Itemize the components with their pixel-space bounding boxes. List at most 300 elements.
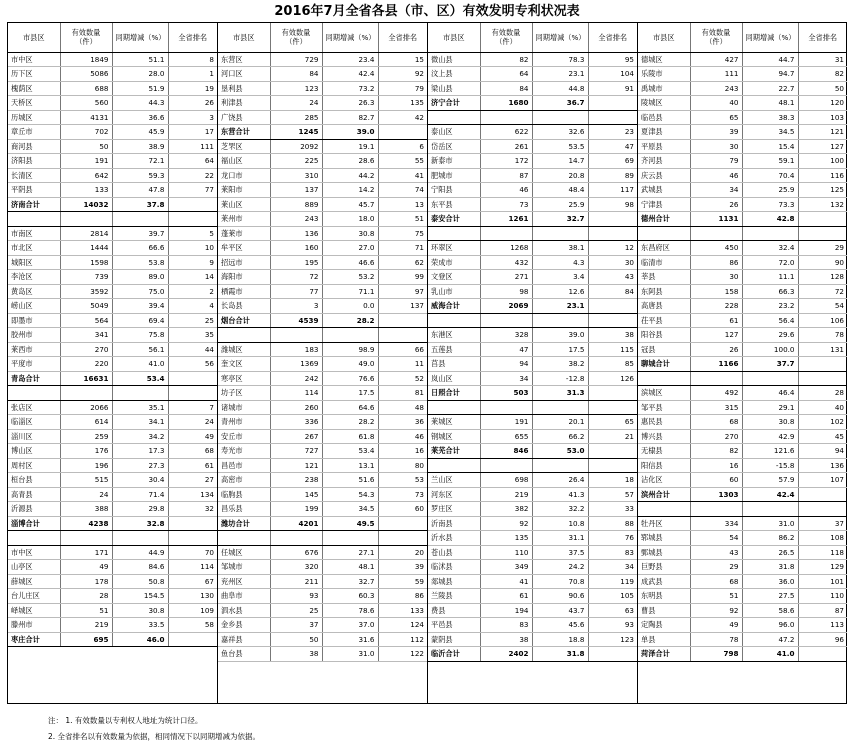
region-cell: 冠县: [638, 342, 690, 357]
region-cell: 临清市: [638, 255, 690, 270]
table-row: [218, 284, 427, 299]
region-cell: 平度市: [8, 357, 60, 372]
region-cell: 武城县: [638, 183, 690, 198]
subtotal-row: [218, 516, 427, 531]
region-cell: [428, 313, 480, 328]
rank-cell: 19: [168, 81, 217, 96]
count-cell: 61: [480, 589, 532, 604]
table-row: [638, 110, 847, 125]
table-row: [428, 502, 637, 517]
count-cell: 24: [60, 487, 112, 502]
change-cell: 12.6: [532, 284, 588, 299]
region-cell: 泰安合计: [428, 212, 480, 227]
table-row: [218, 386, 427, 401]
change-cell: 89.0: [112, 270, 168, 285]
count-cell: [270, 531, 322, 546]
count-cell: 4539: [270, 313, 322, 328]
count-cell: 191: [480, 415, 532, 430]
change-cell: 53.4: [112, 371, 168, 386]
region-cell: 茌平县: [638, 313, 690, 328]
column-header: 同期增减（%）: [742, 23, 798, 52]
region-cell: 郓城县: [638, 531, 690, 546]
table-row: [638, 81, 847, 96]
change-cell: 61.8: [322, 429, 378, 444]
change-cell: 31.8: [532, 647, 588, 662]
region-cell: 市中区: [8, 545, 60, 560]
rank-cell: [588, 299, 637, 314]
count-cell: 225: [270, 154, 322, 169]
count-cell: 145: [270, 487, 322, 502]
region-cell: 台儿庄区: [8, 589, 60, 604]
change-cell: 75.8: [112, 328, 168, 343]
change-cell: 29.8: [112, 502, 168, 517]
count-cell: 622: [480, 125, 532, 140]
table-row: [218, 473, 427, 488]
change-cell: 28.2: [322, 415, 378, 430]
table-row: [8, 255, 217, 270]
region-cell: 临沭县: [428, 560, 480, 575]
count-cell: 1303: [690, 487, 742, 502]
count-cell: 49: [60, 560, 112, 575]
table-row: [638, 473, 847, 488]
table-row: [638, 52, 847, 67]
table-row: [218, 444, 427, 459]
rank-cell: [588, 110, 637, 125]
change-cell: 27.1: [322, 545, 378, 560]
region-cell: 乐陵市: [638, 67, 690, 82]
rank-cell: 14: [168, 270, 217, 285]
change-cell: 17.5: [532, 342, 588, 357]
region-cell: 长岛县: [218, 299, 270, 314]
rank-cell: 57: [588, 487, 637, 502]
table-row: [218, 270, 427, 285]
table-row: [218, 197, 427, 212]
count-cell: 798: [690, 647, 742, 662]
region-cell: 奎文区: [218, 357, 270, 372]
change-cell: 37.5: [532, 545, 588, 560]
change-cell: [532, 110, 588, 125]
table-row: [8, 67, 217, 82]
region-cell: 枣庄合计: [8, 632, 60, 647]
change-cell: 42.9: [742, 429, 798, 444]
count-cell: 123: [270, 81, 322, 96]
table-row: [8, 125, 217, 140]
count-cell: 49: [690, 618, 742, 633]
region-cell: 蓬莱市: [218, 226, 270, 241]
count-cell: 171: [60, 545, 112, 560]
table-row: [428, 52, 637, 67]
count-cell: 242: [270, 371, 322, 386]
region-cell: 峄城区: [8, 603, 60, 618]
rank-cell: 38: [588, 328, 637, 343]
table-row: [638, 603, 847, 618]
change-cell: 37.0: [322, 618, 378, 633]
table-row: [218, 52, 427, 67]
spacer-row: [638, 226, 847, 241]
region-cell: 广饶县: [218, 110, 270, 125]
change-cell: 39.0: [322, 125, 378, 140]
change-cell: 38.2: [532, 357, 588, 372]
count-cell: [60, 212, 112, 227]
change-cell: [532, 226, 588, 241]
change-cell: 32.7: [322, 574, 378, 589]
change-cell: 53.2: [322, 270, 378, 285]
change-cell: 53.4: [322, 444, 378, 459]
change-cell: 43.7: [532, 603, 588, 618]
change-cell: [742, 502, 798, 517]
region-cell: 东营区: [218, 52, 270, 67]
rank-cell: 102: [798, 415, 847, 430]
region-cell: 东昌府区: [638, 241, 690, 256]
count-cell: 846: [480, 444, 532, 459]
rank-cell: 113: [798, 618, 847, 633]
table-row: [638, 139, 847, 154]
region-cell: [218, 531, 270, 546]
region-cell: 庆云县: [638, 168, 690, 183]
change-cell: 25.9: [532, 197, 588, 212]
rank-cell: 66: [378, 342, 427, 357]
table-row: [8, 603, 217, 618]
rank-cell: 91: [588, 81, 637, 96]
table-row: [638, 328, 847, 343]
change-cell: 53.0: [532, 444, 588, 459]
table-row: [218, 110, 427, 125]
region-cell: 烟台合计: [218, 313, 270, 328]
subtotal-row: [8, 197, 217, 212]
rank-cell: [588, 400, 637, 415]
table-row: [428, 139, 637, 154]
rank-cell: 132: [798, 197, 847, 212]
change-cell: 32.4: [742, 241, 798, 256]
rank-cell: 104: [588, 67, 637, 82]
column-header: 全省排名: [378, 23, 427, 52]
region-cell: 苍山县: [428, 545, 480, 560]
region-cell: 高青县: [8, 487, 60, 502]
rank-cell: 93: [588, 618, 637, 633]
table-row: [638, 67, 847, 82]
region-cell: 历下区: [8, 67, 60, 82]
column-header: 市县区: [218, 23, 270, 52]
rank-cell: [798, 226, 847, 241]
region-cell: 博兴县: [638, 429, 690, 444]
rank-cell: 35: [168, 328, 217, 343]
rank-cell: 23: [588, 125, 637, 140]
change-cell: 11.1: [742, 270, 798, 285]
rank-cell: 49: [168, 429, 217, 444]
region-cell: 昌邑市: [218, 458, 270, 473]
rank-cell: [378, 328, 427, 343]
change-cell: 32.7: [532, 212, 588, 227]
count-cell: 564: [60, 313, 112, 328]
spacer-row: [8, 531, 217, 546]
change-cell: 31.0: [742, 516, 798, 531]
rank-cell: [798, 647, 847, 662]
rank-cell: 28: [798, 386, 847, 401]
change-cell: 46.6: [322, 255, 378, 270]
table-row: [8, 473, 217, 488]
table-row: [218, 139, 427, 154]
count-cell: 238: [270, 473, 322, 488]
rank-cell: [378, 125, 427, 140]
column-header: 市县区: [638, 23, 690, 52]
count-cell: 698: [480, 473, 532, 488]
table-row: [428, 255, 637, 270]
region-cell: 龙口市: [218, 168, 270, 183]
region-cell: 沾化区: [638, 473, 690, 488]
count-cell: 5049: [60, 299, 112, 314]
rank-cell: 25: [168, 313, 217, 328]
region-cell: 邹城市: [218, 560, 270, 575]
table-row: [8, 328, 217, 343]
subtotal-row: [638, 212, 847, 227]
count-cell: 77: [270, 284, 322, 299]
column-header: 有效数量（件）: [60, 23, 112, 52]
rank-cell: 101: [798, 574, 847, 589]
count-cell: 270: [690, 429, 742, 444]
count-cell: 68: [690, 415, 742, 430]
column-header: 同期增减（%）: [322, 23, 378, 52]
change-cell: 69.4: [112, 313, 168, 328]
rank-cell: [168, 386, 217, 401]
region-cell: 鱼台县: [218, 647, 270, 662]
rank-cell: 48: [378, 400, 427, 415]
table-row: [8, 52, 217, 67]
table-row: [8, 284, 217, 299]
change-cell: 44.2: [322, 168, 378, 183]
change-cell: 100.0: [742, 342, 798, 357]
change-cell: 24.2: [532, 560, 588, 575]
region-cell: 曲阜市: [218, 589, 270, 604]
rank-cell: 71: [378, 241, 427, 256]
spacer-row: [428, 400, 637, 415]
region-cell: 环翠区: [428, 241, 480, 256]
rank-cell: 120: [798, 96, 847, 111]
count-cell: 1245: [270, 125, 322, 140]
table-row: [638, 618, 847, 633]
region-cell: 梁山县: [428, 81, 480, 96]
table-row: [218, 241, 427, 256]
count-cell: 28: [60, 589, 112, 604]
region-cell: 城阳区: [8, 255, 60, 270]
table-row: [638, 560, 847, 575]
region-cell: 东营合计: [218, 125, 270, 140]
table-row: [638, 632, 847, 647]
table-row: [428, 342, 637, 357]
region-cell: 曹县: [638, 603, 690, 618]
table-row: [8, 96, 217, 111]
count-cell: 133: [60, 183, 112, 198]
count-cell: 2092: [270, 139, 322, 154]
region-cell: 郯城县: [428, 574, 480, 589]
rank-cell: [168, 516, 217, 531]
change-cell: 44.8: [532, 81, 588, 96]
count-cell: 176: [60, 444, 112, 459]
count-cell: 51: [60, 603, 112, 618]
region-cell: 垦利县: [218, 81, 270, 96]
region-cell: 芝罘区: [218, 139, 270, 154]
count-cell: 178: [60, 574, 112, 589]
count-cell: 285: [270, 110, 322, 125]
spacer-row: [638, 502, 847, 517]
rank-cell: 34: [588, 560, 637, 575]
change-cell: 32.6: [532, 125, 588, 140]
count-cell: 93: [270, 589, 322, 604]
column-header: 全省排名: [588, 23, 637, 52]
table-row: [218, 632, 427, 647]
region-cell: 即墨市: [8, 313, 60, 328]
rank-cell: 31: [798, 52, 847, 67]
change-cell: 31.3: [532, 386, 588, 401]
region-cell: 日照合计: [428, 386, 480, 401]
region-cell: 滨城区: [638, 386, 690, 401]
region-cell: 岱岳区: [428, 139, 480, 154]
region-cell: 宁阳县: [428, 183, 480, 198]
change-cell: 41.3: [532, 487, 588, 502]
region-cell: 陵城区: [638, 96, 690, 111]
change-cell: 51.9: [112, 81, 168, 96]
region-cell: [428, 400, 480, 415]
change-cell: 27.3: [112, 458, 168, 473]
rank-cell: 78: [798, 328, 847, 343]
change-cell: 41.0: [112, 357, 168, 372]
rank-cell: 117: [588, 183, 637, 198]
count-cell: 243: [690, 81, 742, 96]
table-row: [218, 502, 427, 517]
table-row: [428, 183, 637, 198]
table-row: [218, 299, 427, 314]
change-cell: 54.3: [322, 487, 378, 502]
table-row: [8, 502, 217, 517]
count-cell: 114: [270, 386, 322, 401]
region-cell: 肥城市: [428, 168, 480, 183]
column-header: 同期增减（%）: [112, 23, 168, 52]
rank-cell: 58: [168, 618, 217, 633]
rank-cell: 26: [168, 96, 217, 111]
region-cell: 莱西市: [8, 342, 60, 357]
rank-cell: [168, 212, 217, 227]
rank-cell: 59: [378, 574, 427, 589]
rank-cell: 37: [798, 516, 847, 531]
subtotal-row: [428, 647, 637, 662]
count-cell: 136: [270, 226, 322, 241]
rank-cell: 114: [168, 560, 217, 575]
count-cell: 1261: [480, 212, 532, 227]
subtotal-row: [8, 516, 217, 531]
subtotal-row: [428, 299, 637, 314]
table-row: [638, 255, 847, 270]
table-row: [428, 632, 637, 647]
region-cell: 莒县: [428, 357, 480, 372]
table-row: [428, 154, 637, 169]
change-cell: 76.6: [322, 371, 378, 386]
table-row: [8, 357, 217, 372]
count-cell: 211: [270, 574, 322, 589]
region-cell: 济阳县: [8, 154, 60, 169]
rank-cell: 51: [378, 212, 427, 227]
count-cell: 328: [480, 328, 532, 343]
count-cell: 61: [690, 313, 742, 328]
table-row: [8, 299, 217, 314]
count-cell: 82: [480, 52, 532, 67]
count-cell: 60: [690, 473, 742, 488]
table-row: [638, 342, 847, 357]
change-cell: 29.6: [742, 328, 798, 343]
table-group-4: [638, 23, 847, 703]
region-cell: 青州市: [218, 415, 270, 430]
region-cell: 高密市: [218, 473, 270, 488]
count-cell: 110: [480, 545, 532, 560]
rank-cell: 55: [378, 154, 427, 169]
region-cell: 淄川区: [8, 429, 60, 444]
rank-cell: 123: [588, 632, 637, 647]
table-row: [218, 371, 427, 386]
table-row: [218, 603, 427, 618]
table-row: [428, 357, 637, 372]
region-cell: 罗庄区: [428, 502, 480, 517]
table-row: [428, 545, 637, 560]
region-cell: 禹城市: [638, 81, 690, 96]
count-cell: 34: [480, 371, 532, 386]
rank-cell: 27: [168, 473, 217, 488]
rank-cell: 20: [378, 545, 427, 560]
rank-cell: 43: [588, 270, 637, 285]
change-cell: 34.5: [742, 125, 798, 140]
count-cell: 4238: [60, 516, 112, 531]
region-cell: 济宁合计: [428, 96, 480, 111]
change-cell: 37.8: [112, 197, 168, 212]
rank-cell: [798, 357, 847, 372]
change-cell: 51.6: [322, 473, 378, 488]
region-cell: 平原县: [638, 139, 690, 154]
table-row: [218, 647, 427, 662]
region-cell: 金乡县: [218, 618, 270, 633]
spacer-row: [428, 226, 637, 241]
rank-cell: 67: [168, 574, 217, 589]
count-cell: 86: [690, 255, 742, 270]
count-cell: 195: [270, 255, 322, 270]
table-row: [218, 545, 427, 560]
table-row: [8, 226, 217, 241]
count-cell: [270, 328, 322, 343]
rank-cell: 135: [378, 96, 427, 111]
count-cell: [480, 313, 532, 328]
region-cell: 坊子区: [218, 386, 270, 401]
count-cell: 1849: [60, 52, 112, 67]
table-row: [638, 125, 847, 140]
count-cell: 65: [690, 110, 742, 125]
rank-cell: 50: [798, 81, 847, 96]
count-cell: 695: [60, 632, 112, 647]
region-cell: 李沧区: [8, 270, 60, 285]
region-cell: 无棣县: [638, 444, 690, 459]
count-cell: 560: [60, 96, 112, 111]
change-cell: 17.3: [112, 444, 168, 459]
spacer-row: [8, 386, 217, 401]
change-cell: 31.8: [742, 560, 798, 575]
table-row: [8, 168, 217, 183]
rank-cell: 10: [168, 241, 217, 256]
count-cell: 270: [60, 342, 112, 357]
count-cell: 492: [690, 386, 742, 401]
count-cell: 1268: [480, 241, 532, 256]
patent-table: [7, 22, 847, 704]
rank-cell: [588, 458, 637, 473]
count-cell: 2814: [60, 226, 112, 241]
change-cell: 34.1: [112, 415, 168, 430]
rank-cell: 73: [378, 487, 427, 502]
count-cell: 1369: [270, 357, 322, 372]
change-cell: 28.0: [112, 67, 168, 82]
